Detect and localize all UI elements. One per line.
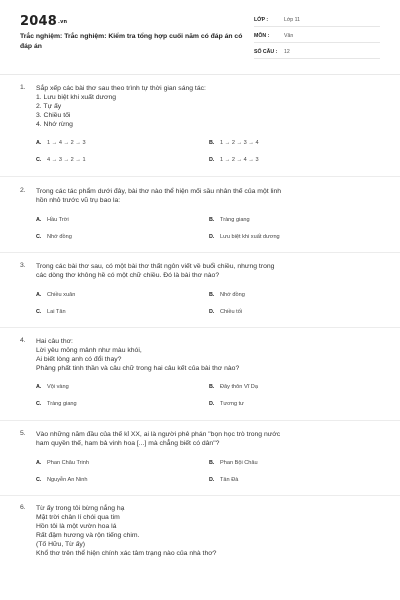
meta-key: LỚP : bbox=[254, 17, 269, 23]
option-text: 1 → 4 → 2 → 3 bbox=[47, 139, 86, 146]
page-title: Trắc nghiệm: Trắc nghiệm: Kiểm tra tổng hợp cuối năm có đáp án có đáp án bbox=[20, 33, 243, 50]
answer-option-c[interactable] bbox=[36, 303, 203, 320]
stem-line: Sắp xếp các bài thơ sau theo trình tự thời gian sáng tác: bbox=[36, 85, 206, 92]
answer-options bbox=[36, 286, 376, 320]
option-text: Đây thôn Vĩ Dạ bbox=[220, 383, 258, 390]
answer-option-c[interactable] bbox=[36, 471, 203, 488]
meta-row-subject bbox=[254, 30, 380, 43]
question-stem bbox=[36, 504, 376, 558]
option-text: Tràng giang bbox=[220, 216, 250, 223]
question-number: 2. bbox=[20, 187, 26, 194]
question-2 bbox=[0, 176, 400, 252]
question-number: 5. bbox=[20, 430, 26, 437]
option-letter: B. bbox=[209, 139, 215, 146]
stem-line: Ai biết lòng anh có đổi thay? bbox=[36, 356, 122, 363]
answer-option-b[interactable] bbox=[209, 454, 376, 471]
option-letter: D. bbox=[209, 476, 215, 483]
stem-line: 2. Tự ấy bbox=[36, 103, 62, 110]
question-stem bbox=[36, 187, 376, 205]
answer-option-d[interactable] bbox=[209, 151, 376, 168]
question-4 bbox=[0, 327, 400, 420]
answer-option-c[interactable] bbox=[36, 151, 203, 168]
question-stem bbox=[36, 337, 376, 373]
option-text: Phan Bội Châu bbox=[220, 459, 258, 466]
option-letter: C. bbox=[36, 400, 42, 407]
stem-line: Trong các tác phẩm dưới đây, bài thơ nào thể hiện mối sầu nhân thế của một linh bbox=[36, 188, 282, 195]
divider bbox=[0, 74, 400, 75]
stem-line: Khổ thơ trên thể hiện chính xác tâm trạng nào của nhà thơ? bbox=[36, 550, 217, 557]
stem-line: Mặt trời chân lí chói qua tim bbox=[36, 514, 120, 521]
stem-line: Hai câu thơ: bbox=[36, 338, 73, 345]
question-number: 4. bbox=[20, 337, 26, 344]
answer-options bbox=[36, 134, 376, 168]
option-text: Tương tư bbox=[220, 400, 244, 407]
answer-option-a[interactable] bbox=[36, 286, 203, 303]
option-text: Hầu Trời bbox=[47, 216, 69, 223]
stem-line: (Tố Hữu, Từ ấy) bbox=[36, 541, 86, 548]
question-number: 3. bbox=[20, 262, 26, 269]
meta-row-count bbox=[254, 46, 380, 59]
meta-value: Lớp 11 bbox=[284, 17, 300, 23]
option-text: 1 → 2 → 3 → 4 bbox=[220, 139, 259, 146]
stem-line: các dòng thơ không hề có một chữ chiều. Đó là bài thơ nào? bbox=[36, 272, 220, 279]
question-number: 1. bbox=[20, 84, 26, 91]
answer-option-a[interactable] bbox=[36, 134, 203, 151]
option-text: Nhớ đồng bbox=[220, 291, 245, 298]
answer-option-a[interactable] bbox=[36, 454, 203, 471]
option-letter: C. bbox=[36, 233, 42, 240]
stem-line: ham quyền thế, ham bả vinh hoa [...] mà chẳng biết có dân"? bbox=[36, 440, 220, 447]
option-letter: D. bbox=[209, 156, 215, 163]
meta-row-class bbox=[254, 14, 380, 27]
option-text: Nhớ đồng bbox=[47, 233, 72, 240]
option-letter: A. bbox=[36, 139, 42, 146]
meta-key: SỐ CÂU : bbox=[254, 49, 278, 55]
meta-key: MÔN : bbox=[254, 33, 270, 39]
header bbox=[0, 0, 400, 72]
option-text: 4 → 3 → 2 → 1 bbox=[47, 156, 86, 163]
option-text: Chiều xuân bbox=[47, 291, 76, 298]
option-letter: B. bbox=[209, 216, 215, 223]
answer-option-c[interactable] bbox=[36, 228, 203, 245]
answer-option-b[interactable] bbox=[209, 211, 376, 228]
option-text: Phan Châu Trinh bbox=[47, 459, 89, 466]
answer-option-a[interactable] bbox=[36, 211, 203, 228]
stem-line: Phảng phất tinh thần và câu chữ trong hai câu kết của bài thơ nào? bbox=[36, 365, 240, 372]
question-stem bbox=[36, 84, 376, 129]
option-text: Tràng giang bbox=[47, 400, 77, 407]
option-text: Vội vàng bbox=[47, 383, 69, 390]
question-5 bbox=[0, 420, 400, 495]
answer-option-d[interactable] bbox=[209, 471, 376, 488]
answer-option-b[interactable] bbox=[209, 286, 376, 303]
option-text: Tản Đà bbox=[220, 476, 239, 483]
answer-option-a[interactable] bbox=[36, 378, 203, 395]
option-letter: C. bbox=[36, 156, 42, 163]
option-letter: D. bbox=[209, 400, 215, 407]
stem-line: Trong các bài thơ sau, có một bài thơ thất ngôn viết về buổi chiều, nhưng trong bbox=[36, 263, 275, 270]
question-number: 6. bbox=[20, 504, 26, 511]
option-letter: B. bbox=[209, 291, 215, 298]
question-3 bbox=[0, 252, 400, 327]
stem-line: hồn nhỏ trước vũ trụ bao la: bbox=[36, 197, 121, 204]
answer-option-d[interactable] bbox=[209, 395, 376, 412]
option-letter: B. bbox=[209, 383, 215, 390]
answer-option-b[interactable] bbox=[209, 134, 376, 151]
answer-options bbox=[36, 454, 376, 488]
option-text: 1 → 2 → 4 → 3 bbox=[220, 156, 259, 163]
stem-line: 3. Chiều tối bbox=[36, 112, 71, 119]
stem-line: Rất đậm hương và rộn tiếng chim. bbox=[36, 532, 140, 539]
answer-options bbox=[36, 378, 376, 412]
question-stem bbox=[36, 262, 376, 280]
question-stem bbox=[36, 430, 376, 448]
option-text: Lưu biệt khi xuất dương bbox=[220, 233, 280, 240]
stem-line: Lời yêu mỏng mảnh như màu khói, bbox=[36, 347, 142, 354]
logo-text: 2048 bbox=[20, 14, 57, 29]
stem-line: 1. Lưu biệt khi xuất dương bbox=[36, 94, 117, 101]
option-letter: D. bbox=[209, 233, 215, 240]
option-letter: A. bbox=[36, 383, 42, 390]
meta-value: 12 bbox=[284, 49, 290, 55]
answer-options bbox=[36, 211, 376, 245]
option-letter: A. bbox=[36, 459, 42, 466]
stem-line: Hồn tôi là một vườn hoa lá bbox=[36, 523, 117, 530]
option-letter: B. bbox=[209, 459, 215, 466]
site-logo[interactable] bbox=[20, 14, 67, 29]
option-text: Chiều tối bbox=[220, 308, 243, 315]
logo-suffix: .vn bbox=[57, 18, 68, 25]
option-letter: A. bbox=[36, 216, 42, 223]
question-6 bbox=[0, 495, 400, 558]
question-list bbox=[0, 78, 400, 558]
option-letter: C. bbox=[36, 308, 42, 315]
stem-line: Từ ấy trong tôi bừng nắng hạ bbox=[36, 505, 125, 512]
answer-option-c[interactable] bbox=[36, 395, 203, 412]
stem-line: 4. Nhớ rừng bbox=[36, 121, 73, 128]
question-1 bbox=[0, 78, 400, 176]
option-letter: D. bbox=[209, 308, 215, 315]
option-letter: A. bbox=[36, 291, 42, 298]
answer-option-d[interactable] bbox=[209, 303, 376, 320]
stem-line: Vào những năm đầu của thế kỉ XX, ai là người phê phán "bọn học trò trong nước bbox=[36, 431, 281, 438]
option-text: Nguyễn An Ninh bbox=[47, 476, 88, 483]
answer-option-d[interactable] bbox=[209, 228, 376, 245]
option-letter: C. bbox=[36, 476, 42, 483]
meta-value: Văn bbox=[284, 33, 294, 39]
answer-option-b[interactable] bbox=[209, 378, 376, 395]
option-text: Lai Tân bbox=[47, 308, 66, 315]
